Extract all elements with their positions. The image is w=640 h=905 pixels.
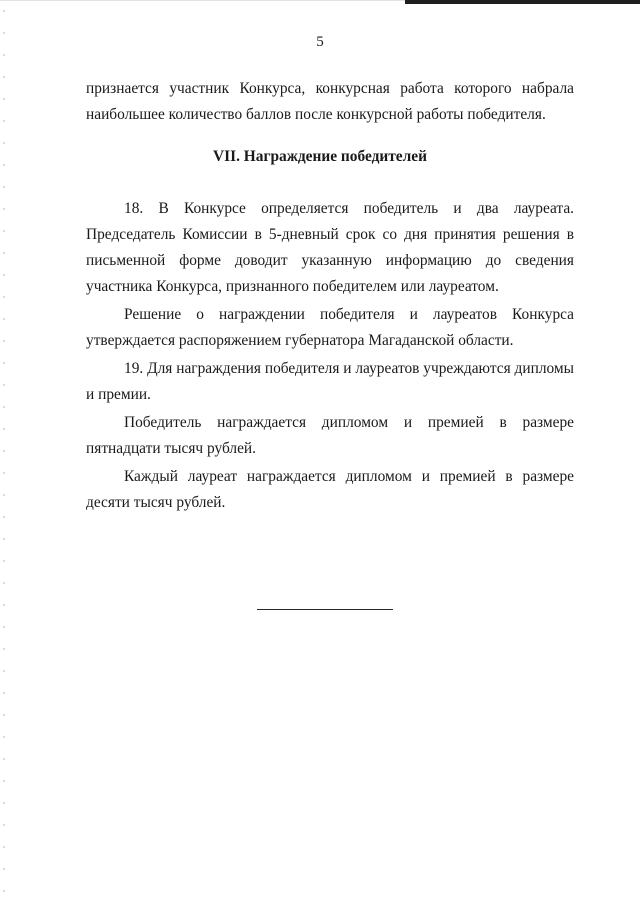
section-body [86,196,574,516]
intro-paragraph: признается участник Конкурса, конкурсная работа которого набрала наибольшее количество баллов после конкурсной работы победителя. [86,80,574,123]
scan-edge-mark [405,0,640,4]
scan-margin-artifact [3,0,5,905]
paragraph-award-decision: Решение о награждении победителя и лауреатов Конкурса утверждается распоряжением губернатора Магаданской области. [86,306,574,349]
paragraph-winner-prize: Победитель награждается дипломом и премией в размере пятнадцати тысяч рублей. [86,414,574,457]
section-heading: VII. Награждение победителей [213,148,427,165]
paragraph-18-winner-and-laureates: 18. В Конкурсе определяется победитель и два лауреата. Председатель Комиссии в 5-дневный срок со дня принятия решения в письменной форме доводит указанную информацию до сведения участника Конкурса, признанного победителем или лауреатом. [86,200,574,295]
closing-rule-divider [257,609,393,610]
paragraph-19-diplomas-and-prizes: 19. Для награждения победителя и лауреатов учреждаются дипломы и премии. [86,360,574,403]
page-number: 5 [316,34,324,50]
intro-paragraph-block [86,76,574,128]
paragraph-laureate-prize: Каждый лауреат награждается дипломом и премией в размере десяти тысяч рублей. [86,468,574,511]
